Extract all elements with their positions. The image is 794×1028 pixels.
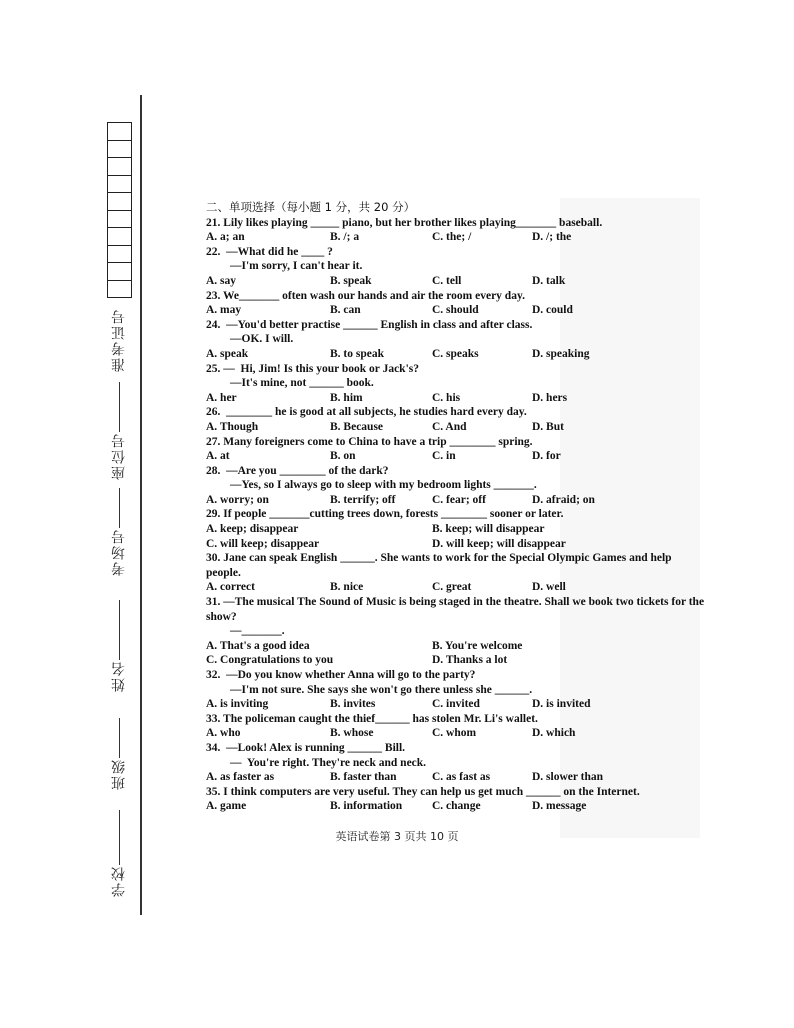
admission-number-field[interactable] xyxy=(104,308,134,372)
answer-option[interactable]: B. nice xyxy=(330,581,364,594)
binding-line xyxy=(140,95,142,915)
section-title: 二、单项选择（每小题 1 分，共 20 分） xyxy=(206,200,416,214)
question-stem: 27. Many foreigners come to China to have a trip ________ spring. xyxy=(206,435,533,448)
answer-option[interactable]: A. game xyxy=(206,800,247,813)
options-row xyxy=(206,391,706,406)
dialogue-line: —I'm not sure. She says she won't go there unless she ______. xyxy=(230,683,533,696)
dialogue-line: — You're right. They're neck and neck. xyxy=(230,756,427,769)
answer-option[interactable]: A. her xyxy=(206,391,237,404)
options-row xyxy=(206,230,706,245)
answer-option[interactable]: A. as faster as xyxy=(206,771,275,784)
question-stem: 26. ________ he is good at all subjects, he studies hard every day. xyxy=(206,406,527,419)
question-item xyxy=(206,785,706,814)
answer-option[interactable]: B. invites xyxy=(330,698,376,711)
class-label: 班级 xyxy=(111,758,127,790)
answer-option[interactable]: B. You're welcome xyxy=(432,639,523,652)
question-item xyxy=(206,435,706,464)
name-label: 姓名 xyxy=(111,660,127,692)
options-row xyxy=(206,303,706,318)
answer-option[interactable]: B. /; a xyxy=(330,231,360,244)
question-item xyxy=(206,595,706,668)
exam-room-line xyxy=(119,488,120,528)
question-item xyxy=(206,289,706,318)
question-stem: 22. —What did he ____ ? xyxy=(206,245,333,258)
answer-option[interactable]: D. well xyxy=(532,581,566,594)
answer-option[interactable]: D. could xyxy=(532,304,573,317)
answer-option[interactable]: C. whom xyxy=(432,727,477,740)
question-stem: 23. We_______ often wash our hands and air the room every day. xyxy=(206,289,525,302)
school-label: 学校 xyxy=(111,865,127,897)
answer-option[interactable]: B. speak xyxy=(330,274,372,287)
answer-option[interactable]: C. invited xyxy=(432,698,480,711)
options-row xyxy=(206,493,706,508)
options-grid xyxy=(206,639,706,668)
answer-option[interactable]: A. Though xyxy=(206,420,259,433)
exam-room-label: 考场号 xyxy=(111,528,127,576)
answer-option[interactable]: A. correct xyxy=(206,581,255,594)
options-row xyxy=(206,449,706,464)
class-field[interactable] xyxy=(104,718,134,790)
class-line xyxy=(119,718,120,758)
answer-option[interactable]: D. speaking xyxy=(532,347,590,360)
options-row xyxy=(206,697,706,712)
question-item xyxy=(206,464,706,508)
dialogue-line: —Yes, so I always go to sleep with my bedroom lights _______. xyxy=(230,479,537,492)
seat-line xyxy=(119,382,120,432)
answer-option[interactable]: B. to speak xyxy=(330,347,384,360)
answer-option[interactable]: D. slower than xyxy=(532,771,604,784)
answer-option[interactable]: D. for xyxy=(532,450,561,463)
answer-option[interactable]: D. Thanks a lot xyxy=(432,654,508,667)
school-field[interactable] xyxy=(104,810,134,897)
page-footer: 英语试卷第 3 页共 10 页 xyxy=(335,830,459,843)
options-grid xyxy=(206,522,706,551)
answer-option[interactable]: D. talk xyxy=(532,274,566,287)
answer-option[interactable]: A. say xyxy=(206,274,237,287)
admission-number-grid xyxy=(107,122,132,298)
answer-option[interactable]: D. afraid; on xyxy=(532,493,595,506)
question-stem: 33. The policeman caught the thief______ has stolen Mr. Li's wallet. xyxy=(206,712,538,725)
answer-option[interactable]: C. Congratulations to you xyxy=(206,654,334,667)
question-item xyxy=(206,318,706,362)
seat-field[interactable] xyxy=(104,382,134,480)
question-stem: 35. I think computers are very useful. They can help us get much ______ on the Internet. xyxy=(206,785,640,798)
name-line xyxy=(119,600,120,660)
question-item xyxy=(206,216,706,245)
answer-option[interactable]: A. worry; on xyxy=(206,493,269,506)
answer-option[interactable]: A. That's a good idea xyxy=(206,639,310,652)
name-field[interactable] xyxy=(104,600,134,692)
question-stem: 30. Jane can speak English ______. She wants to work for the Special Olympic Games and help people. xyxy=(206,552,675,579)
options-row xyxy=(206,799,706,814)
answer-option[interactable]: C. his xyxy=(432,391,461,404)
question-paper xyxy=(206,200,706,814)
answer-option[interactable]: C. should xyxy=(432,304,479,317)
dialogue-line: —OK. I will. xyxy=(230,333,294,346)
answer-option[interactable]: C. great xyxy=(432,581,472,594)
options-row xyxy=(206,274,706,289)
question-list xyxy=(206,216,706,814)
admission-number-label: 准考证号 xyxy=(111,308,127,372)
answer-option[interactable]: C. in xyxy=(432,450,456,463)
answer-option[interactable]: D. message xyxy=(532,800,587,813)
answer-option[interactable]: C. as fast as xyxy=(432,771,491,784)
answer-option[interactable]: B. terrify; off xyxy=(330,493,396,506)
question-item xyxy=(206,741,706,785)
question-item xyxy=(206,245,706,289)
question-item xyxy=(206,405,706,434)
seat-label: 座位号 xyxy=(111,432,127,480)
answer-option[interactable]: B. faster than xyxy=(330,771,397,784)
answer-option[interactable]: B. him xyxy=(330,391,363,404)
answer-option[interactable]: D. /; the xyxy=(532,231,572,244)
answer-option[interactable]: B. keep; will disappear xyxy=(432,523,545,536)
answer-option[interactable]: D. which xyxy=(532,727,576,740)
question-item xyxy=(206,668,706,712)
answer-option[interactable]: A. is inviting xyxy=(206,698,269,711)
answer-option[interactable]: B. on xyxy=(330,450,356,463)
options-row xyxy=(206,580,706,595)
question-stem: 34. —Look! Alex is running ______ Bill. xyxy=(206,741,406,754)
answer-option[interactable]: C. fear; off xyxy=(432,493,486,506)
answer-option[interactable]: A. keep; disappear xyxy=(206,523,299,536)
options-row xyxy=(206,420,706,435)
answer-option[interactable]: D. will keep; will disappear xyxy=(432,537,566,550)
answer-option[interactable]: A. a; an xyxy=(206,231,245,244)
answer-option[interactable]: C. change xyxy=(432,800,481,813)
answer-option[interactable]: A. may xyxy=(206,304,242,317)
question-stem: 31. —The musical The Sound of Music is being staged in the theatre. Shall we book two tickets for the show? xyxy=(206,596,707,623)
question-item xyxy=(206,507,706,551)
answer-option[interactable]: D. But xyxy=(532,420,564,433)
question-stem: 29. If people _______cutting trees down, forests ________ sooner or later. xyxy=(206,508,564,521)
dialogue-line: —It's mine, not ______ book. xyxy=(230,377,374,390)
options-row xyxy=(206,347,706,362)
answer-option[interactable]: D. hers xyxy=(532,391,568,404)
answer-option[interactable]: B. whose xyxy=(330,727,374,740)
exam-room-field[interactable] xyxy=(104,488,134,576)
answer-option[interactable]: D. is invited xyxy=(532,698,591,711)
answer-option[interactable]: A. speak xyxy=(206,347,249,360)
question-item xyxy=(206,362,706,406)
answer-option[interactable]: C. speaks xyxy=(432,347,479,360)
answer-option[interactable]: B. can xyxy=(330,304,361,317)
question-stem: 25. — Hi, Jim! Is this your book or Jack's? xyxy=(206,362,419,375)
question-stem: 32. —Do you know whether Anna will go to the party? xyxy=(206,669,476,681)
dialogue-line: —_______. xyxy=(230,625,285,638)
question-stem: 28. —Are you ________ of the dark? xyxy=(206,464,389,477)
dialogue-line: —I'm sorry, I can't hear it. xyxy=(230,260,363,273)
answer-option[interactable]: C. tell xyxy=(432,274,462,287)
answer-option[interactable]: C. the; / xyxy=(432,231,472,244)
question-item xyxy=(206,551,706,595)
question-item xyxy=(206,712,706,741)
question-stem: 21. Lily likes playing _____ piano, but her brother likes playing_______ baseball. xyxy=(206,216,603,229)
answer-option[interactable]: C. And xyxy=(432,420,467,433)
answer-option[interactable]: C. will keep; disappear xyxy=(206,537,320,550)
answer-option[interactable]: A. at xyxy=(206,450,230,463)
options-row xyxy=(206,726,706,741)
answer-option[interactable]: A. who xyxy=(206,727,241,740)
options-row xyxy=(206,770,706,785)
answer-option[interactable]: B. Because xyxy=(330,420,384,433)
answer-option[interactable]: B. information xyxy=(330,800,403,813)
question-stem: 24. —You'd better practise ______ English in class and after class. xyxy=(206,318,533,331)
